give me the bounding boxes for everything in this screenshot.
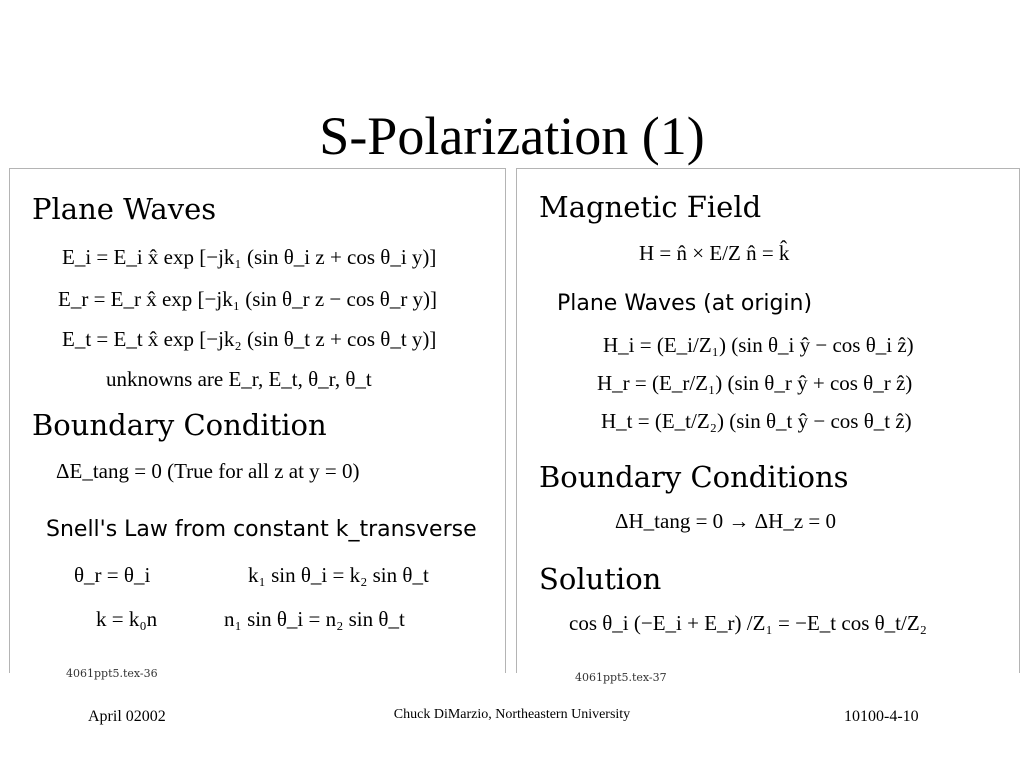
equation-h-reflected: H_r = (E_r/Z₁) (sin θ_r ŷ + cos θ_r ẑ) (597, 371, 913, 395)
slide-tag-right: 4061ppt5.tex-37 (575, 671, 667, 684)
plane-waves-origin-heading: Plane Waves (at origin) (557, 291, 813, 316)
equation-boundary-e: ΔE_tang = 0 (True for all z at y = 0) (56, 459, 360, 483)
snells-law-heading: Snell's Law from constant k_transverse (46, 517, 477, 542)
equation-h-transmitted: H_t = (E_t/Z₂) (sin θ_t ŷ − cos θ_t ẑ) (601, 409, 912, 433)
footer-slide-number: 10100-4-10 (844, 708, 919, 725)
equation-boundary-h: ΔH_tang = 0 → ΔH_z = 0 (615, 509, 837, 533)
left-panel (9, 168, 506, 680)
equation-e-incident: E_i = E_i x̂ exp [−jk₁ (sin θ_i z + cos θ_i y)] (62, 245, 437, 269)
equation-e-reflected: E_r = E_r x̂ exp [−jk₁ (sin θ_r z − cos θ_r y)] (58, 287, 438, 311)
slide-tag-left: 4061ppt5.tex-36 (66, 667, 158, 680)
equation-k-k0n: k = k₀n (96, 607, 158, 631)
equation-k-sin: k₁ sin θ_i = k₂ sin θ_t (248, 563, 429, 587)
equation-h-incident: H_i = (E_i/Z₁) (sin θ_i ŷ − cos θ_i ẑ) (603, 333, 914, 357)
slide-title: S-Polarization (1) (319, 106, 705, 166)
equation-n-sin: n₁ sin θ_i = n₂ sin θ_t (224, 607, 405, 631)
unknowns-text: unknowns are E_r, E_t, θ_r, θ_t (106, 367, 372, 391)
equation-solution: cos θ_i (−E_i + E_r) /Z₁ = −E_t cos θ_t/Z₂ (569, 611, 927, 635)
solution-heading: Solution (539, 562, 662, 596)
boundary-conditions-heading: Boundary Conditions (539, 460, 849, 494)
boundary-condition-heading: Boundary Condition (32, 408, 327, 442)
equation-theta-equal: θ_r = θ_i (74, 563, 151, 587)
equation-h-field: H = n̂ × E/Z n̂ = k̂ (639, 241, 790, 265)
plane-waves-heading: Plane Waves (32, 192, 217, 226)
footer-date: April 02002 (88, 708, 166, 725)
footer-author: Chuck DiMarzio, Northeastern University (393, 707, 631, 722)
magnetic-field-heading: Magnetic Field (539, 190, 762, 224)
right-panel (516, 168, 1020, 684)
equation-e-transmitted: E_t = E_t x̂ exp [−jk₂ (sin θ_t z + cos θ_t y)] (62, 327, 437, 351)
